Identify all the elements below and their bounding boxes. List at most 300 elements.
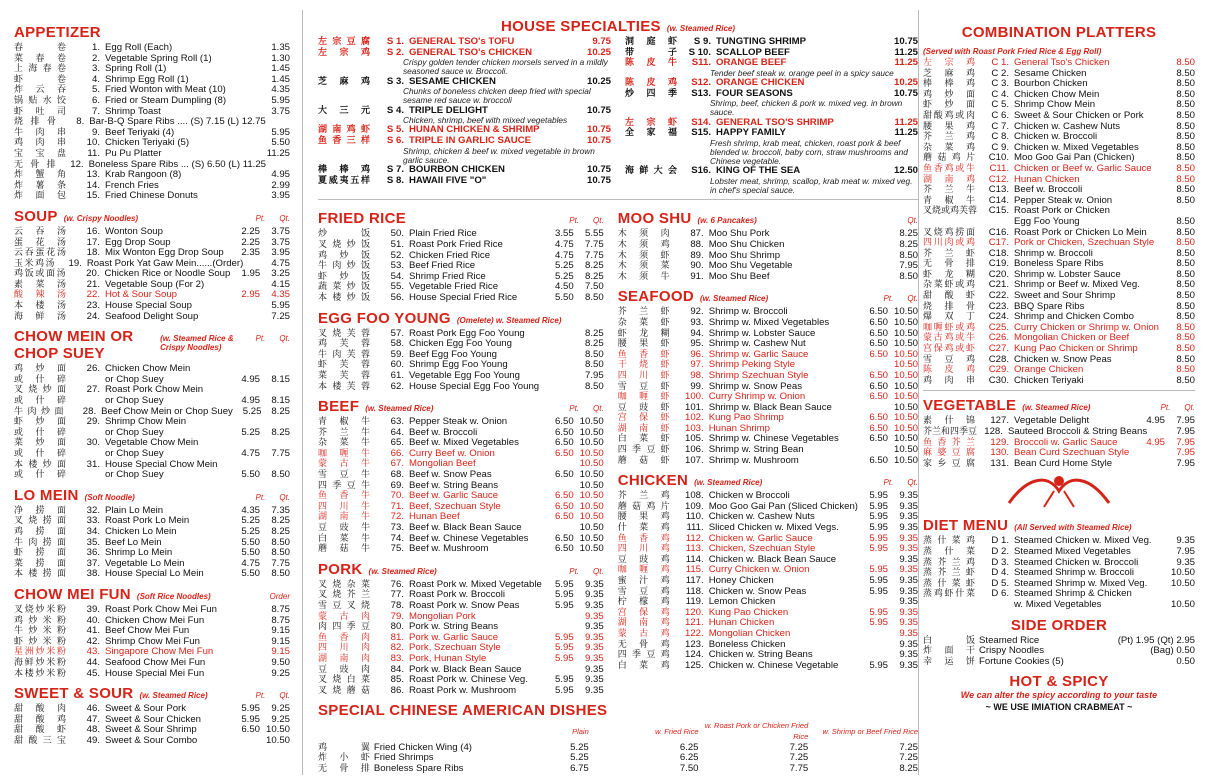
chinese-name: 雪豆虾 xyxy=(617,381,670,392)
menu-item xyxy=(923,427,1195,438)
menu-item xyxy=(318,371,604,382)
item-price: 8.50 xyxy=(1176,247,1195,259)
item-description: Lobster meat, shrimp, scallop, krab meat w. mixed veg. in chef's special sauce. xyxy=(710,175,913,196)
chinese-name: 木须虾 xyxy=(617,250,670,261)
item-number: 58. xyxy=(390,338,404,350)
chinese-name: 甜酸肉 xyxy=(14,704,66,715)
item-name: Egg Roll (Each) xyxy=(105,42,173,53)
menu-item xyxy=(618,576,918,587)
price-column-headers xyxy=(884,478,918,487)
column-middle xyxy=(318,18,918,774)
item-name: or Chop Suey xyxy=(105,426,164,438)
chinese-name: 叉烧白菜 xyxy=(318,675,370,686)
quart-price: 10.50 xyxy=(893,306,918,318)
item-number: 122. xyxy=(685,627,704,639)
chinese-name: 肉四季豆 xyxy=(318,622,370,633)
chinese-name: 鱼香牛 xyxy=(318,491,370,502)
item-number: S16. xyxy=(691,165,711,177)
item-number: 91. xyxy=(690,270,704,282)
item-name: Sweet & Sour Pork xyxy=(105,703,187,715)
quart-price: 9.35 xyxy=(585,589,604,601)
chinese-name: 棒棒鸡 xyxy=(318,164,370,175)
quart-price: 9.35 xyxy=(899,617,918,629)
section-note: (w. Crispy Noodles) xyxy=(63,213,139,223)
column-left xyxy=(14,18,290,746)
chinese-name: 素菜汤 xyxy=(14,279,66,290)
price-header: w. Shrimp or Beef Fried Rice xyxy=(822,726,918,736)
item-name: BBQ Spare Ribs xyxy=(1014,300,1085,312)
item-name: Seafood Chow Mei Fun xyxy=(105,656,206,668)
item-description: Shrimp, beef, chicken & pork w. mixed veg. in brown sauce. xyxy=(710,98,903,118)
quart-price: 8.25 xyxy=(271,426,290,438)
chinese-name: 炸蟹角 xyxy=(14,170,66,181)
menu-item xyxy=(923,58,1195,69)
item-name: Mongolian Beef xyxy=(409,458,476,470)
chinese-name: 芥兰和四季豆 xyxy=(923,427,978,437)
item-number: 42. xyxy=(86,635,100,647)
item-name: Pu Pu Platter xyxy=(105,147,162,159)
item-name: Shrimp w. Garlic Sauce xyxy=(708,348,809,360)
item-number: 26. xyxy=(86,363,100,375)
item-name: Kung Pao Chicken xyxy=(708,606,789,618)
item-description: Fresh shrimp, krab meat, chicken, roast pork & beef blended w. broccoli, baby corn, straw mushrooms and Chinese vegetable. xyxy=(710,137,908,167)
item-name: Chicken w. Broccoli xyxy=(1014,131,1098,143)
item-number: 13. xyxy=(86,169,100,181)
section-title: CHICKEN xyxy=(617,472,689,490)
quart-price: 10.50 xyxy=(579,511,604,523)
quart-price: 9.35 xyxy=(585,674,604,686)
pint-header: Pt. xyxy=(569,216,580,226)
menu-item xyxy=(14,191,290,202)
item-number: C 3. xyxy=(991,78,1009,90)
item-price: 0.50 xyxy=(1176,655,1195,667)
item-name: Vegetable Delight xyxy=(1014,415,1090,427)
quart-price: 8.25 xyxy=(271,405,290,417)
item-name: Roast Pork Fried Rice xyxy=(409,238,503,250)
item-number: 128. xyxy=(984,426,1003,437)
price-column-headers xyxy=(256,334,290,343)
quart-price: 7.25 xyxy=(271,310,290,322)
item-number: 60. xyxy=(390,359,404,371)
menu-item xyxy=(618,240,918,251)
section-title: DIET MENU xyxy=(923,517,1009,535)
item-number: C13. xyxy=(988,184,1009,196)
quart-price: 8.25 xyxy=(585,260,604,272)
item-name: French Fries xyxy=(105,179,159,191)
item-name: Boneless Spare Ribs xyxy=(1014,258,1104,270)
section-note: (Soft Rice Noodles) xyxy=(136,591,211,601)
chinese-name: 白菜牛 xyxy=(318,533,370,544)
quart-price: 8.15 xyxy=(271,395,290,407)
item-name: Hunan Beef xyxy=(409,511,460,523)
item-number: 5. xyxy=(91,84,100,96)
item-price: 10.25 xyxy=(586,46,611,58)
item-number: D 3. xyxy=(991,556,1009,568)
quart-price: 3.75 xyxy=(271,236,290,248)
chinese-name: 甜酸虾 xyxy=(14,725,66,736)
price-header: w. Roast Pork or Chicken Fried Rice xyxy=(704,721,809,741)
section-title: FRIED RICE xyxy=(318,210,407,228)
chinese-name: 虾龙糊 xyxy=(617,328,670,339)
pint-price: 6.50 xyxy=(869,338,888,350)
item-price: 8.50 xyxy=(585,348,604,360)
chinese-name: 虾炒面 xyxy=(14,417,66,428)
item-price: 11.25 xyxy=(266,147,290,159)
menu-item xyxy=(14,149,290,160)
chinese-name: 本楼汤 xyxy=(14,301,66,312)
item-number: 120. xyxy=(685,606,704,618)
item-price: 8.25 xyxy=(899,762,918,774)
chinese-name: 菜芙蓉 xyxy=(318,370,370,381)
chinese-name: 虾炒米粉 xyxy=(14,636,66,647)
chinese-name: 鸡肉串 xyxy=(14,138,66,149)
chinese-name: 杂菜鸡 xyxy=(923,142,975,153)
item-number: C15. xyxy=(988,205,1009,217)
item-number: 2. xyxy=(91,52,100,64)
item-name: Vegetable Chow Mein xyxy=(105,437,199,449)
item-name: Beef Teriyaki (4) xyxy=(105,126,175,138)
item-price: 12.50 xyxy=(893,165,918,177)
item-price: 7.95 xyxy=(585,369,604,381)
section-note: (w. Steamed Rice) xyxy=(368,566,437,576)
item-price: 8.50 xyxy=(1176,88,1195,100)
quart-price: 10.50 xyxy=(579,490,604,502)
pork-section xyxy=(318,561,604,697)
pint-price: 5.95 xyxy=(555,652,574,664)
chinese-name: 虾炒饭 xyxy=(318,271,370,282)
quart-price: 9.35 xyxy=(899,627,918,639)
chinese-name: 菜炒面 xyxy=(14,438,66,449)
item-price: 8.50 xyxy=(1176,173,1195,185)
item-number: C 7. xyxy=(991,120,1009,132)
item-name: Chicken Lo Mein xyxy=(105,525,177,537)
chinese-name: 四川牛 xyxy=(318,501,370,512)
item-name: General Tso's Chicken xyxy=(1014,57,1110,68)
chinese-name: 或什碎 xyxy=(14,470,66,481)
item-number: C29. xyxy=(988,364,1009,376)
item-price: 8.50 xyxy=(1176,343,1195,355)
section-header xyxy=(318,398,604,415)
chinese-name: 海鲜大会 xyxy=(625,166,677,177)
pint-price: 1.95 xyxy=(241,268,261,280)
item-number: 40. xyxy=(86,614,100,626)
item-number: 80. xyxy=(390,621,404,633)
menu-item xyxy=(14,227,290,238)
item-number: 75. xyxy=(390,543,404,555)
pint-price: 4.95 xyxy=(241,373,260,385)
chinese-name: 四川虾 xyxy=(617,370,670,381)
quart-price: 10.50 xyxy=(579,447,604,459)
item-number: C28. xyxy=(988,353,1009,365)
chinese-name: 陈皮牛 xyxy=(625,58,677,69)
quart-price: 9.35 xyxy=(899,606,918,618)
item-name: Hot & Sour Soup xyxy=(105,289,177,301)
chinese-name: 四川肉或鸡 xyxy=(923,238,975,249)
item-name: House Special Egg Foo Young xyxy=(409,380,540,392)
chinese-name: 烧排骨 xyxy=(923,301,975,312)
item-name: Chicken w. Garlic Sauce xyxy=(708,532,813,544)
price-header: w. Fried Rice xyxy=(655,726,699,736)
chinese-name: 炸面干 xyxy=(923,646,975,657)
item-number: C 1. xyxy=(991,57,1009,68)
chinese-name: 炸面包 xyxy=(14,191,66,202)
pint-price: 6.50 xyxy=(241,724,260,736)
item-name: Roast Pork Egg Foo Young xyxy=(409,327,525,339)
chinese-name: 干烧虾 xyxy=(617,360,670,371)
pint-price: 5.95 xyxy=(869,511,888,523)
item-description: Chicken, shrimp, beef with mixed vegetables xyxy=(403,115,568,126)
chinese-name: 豆豉鸡 xyxy=(617,554,670,565)
section-header xyxy=(318,310,604,327)
item-name: Mongolian Chicken or Beef xyxy=(1014,332,1130,344)
item-number: 44. xyxy=(86,656,100,668)
pint-price: 5.95 xyxy=(555,600,574,611)
item-number: S 4. xyxy=(386,104,404,116)
chinese-name: 雪豆叉烧 xyxy=(318,601,370,611)
quart-price: 5.95 xyxy=(271,300,290,312)
item-price: 7.25 xyxy=(899,752,918,764)
quart-price: 10.50 xyxy=(893,359,918,371)
item-name: GENERAL TSO's TOFU xyxy=(409,36,515,47)
chinese-name: 本楼炒米粉 xyxy=(14,668,66,679)
item-number: 107. xyxy=(685,454,704,466)
item-name: Egg Drop Soup xyxy=(105,236,171,248)
item-number: 110. xyxy=(685,511,704,523)
item-name: Hunan Shrimp xyxy=(708,422,771,434)
item-number: S 1. xyxy=(386,36,404,47)
item-name: Mongolian Pork xyxy=(409,610,476,622)
item-price: 10.75 xyxy=(893,87,918,99)
section-note: (w. Steamed Rice) xyxy=(1022,403,1091,413)
pint-price: 5.50 xyxy=(241,568,260,580)
item-price: 7.95 xyxy=(899,260,918,272)
item-name: Chicken w. Black Bean Sauce xyxy=(708,553,837,565)
pint-price: 5.50 xyxy=(241,536,260,548)
item-price: 8.50 xyxy=(1176,109,1195,121)
chinese-name: 春卷 xyxy=(14,43,66,53)
chinese-name: 青椒牛 xyxy=(318,417,370,428)
item-name: Fried Chicken Wing (4) xyxy=(373,741,472,753)
pint-price: 5.50 xyxy=(555,291,574,303)
item-number: 57. xyxy=(390,327,404,339)
quart-price: 8.25 xyxy=(271,525,290,537)
item-number: 15. xyxy=(86,190,100,202)
item-number: 23. xyxy=(86,300,100,312)
item-name: Shrimp w. Cashew Nut xyxy=(708,338,806,350)
chinese-name: 素什锦 xyxy=(923,416,975,427)
chinese-name: 炒饭 xyxy=(318,229,370,240)
quart-price: 7.75 xyxy=(271,448,290,459)
item-price: 8.50 xyxy=(1176,237,1195,249)
item-name: or Chop Suey xyxy=(105,395,164,407)
item-name: Wonton Soup xyxy=(105,225,163,237)
quart-price: 10.50 xyxy=(265,734,290,746)
chinese-name: 本楼炒面 xyxy=(14,459,66,470)
quart-price: 8.50 xyxy=(271,469,290,481)
pint-price: 4.95 xyxy=(1146,436,1165,448)
item-name: Curry Chicken w. Onion xyxy=(708,564,810,576)
item-number: 85. xyxy=(390,674,404,686)
item-price: 9.35 xyxy=(1176,556,1195,568)
item-number: C 9. xyxy=(991,141,1009,153)
item-number: 77. xyxy=(390,589,404,601)
chinese-name: 虾炒面 xyxy=(923,100,975,111)
item-price: 9.15 xyxy=(271,625,290,637)
quart-price: 7.95 xyxy=(1176,426,1196,437)
appetizer-section xyxy=(14,24,290,202)
chinese-name: 四川肉 xyxy=(318,643,370,654)
item-name: Shrimp Lo Mein xyxy=(105,547,173,559)
item-name: Shrimp Fried Rice xyxy=(409,270,486,282)
item-number: 59. xyxy=(390,348,404,360)
item-number: 8. xyxy=(76,116,85,128)
section-header xyxy=(318,702,918,719)
item-number: 33. xyxy=(86,515,100,527)
chinese-name: 大三元 xyxy=(318,105,370,116)
quart-header: Qt. xyxy=(279,334,290,344)
house-right-list xyxy=(625,37,918,195)
pint-price: 6.50 xyxy=(555,490,574,502)
house-note: (w. Steamed Rice) xyxy=(666,24,736,33)
chinese-name: 蒸什菜 xyxy=(923,546,975,557)
item-name: w. Mixed Vegetables xyxy=(1014,598,1102,610)
item-number: 12. xyxy=(70,158,84,170)
chinese-name: 云吞汤 xyxy=(14,226,66,237)
section-note: (w. Steamed Rice) xyxy=(699,294,769,304)
item-name: Boneless Spare Ribs xyxy=(373,762,464,774)
item-number: 69. xyxy=(390,479,404,491)
item-number: C30. xyxy=(988,374,1009,386)
item-number: 99. xyxy=(690,380,704,392)
chinese-name: 虾芙蓉 xyxy=(318,360,370,371)
item-number: 32. xyxy=(86,504,100,516)
item-name: Fried Wonton with Meat (10) xyxy=(105,84,226,96)
menu-item xyxy=(14,96,290,107)
item-price: 10.50 xyxy=(1170,567,1195,579)
item-number: 115. xyxy=(685,564,704,576)
chinese-name: 玉米鸡汤 xyxy=(14,258,55,269)
item-number: 90. xyxy=(690,260,704,272)
chinese-name: 鸡炒饭 xyxy=(318,250,370,261)
chinese-name: 湖南鸡 xyxy=(617,618,670,629)
item-name: Beef w. Black Bean Sauce xyxy=(409,522,522,534)
pint-price: 4.75 xyxy=(555,249,574,261)
special-item xyxy=(318,764,918,775)
pint-price: 6.50 xyxy=(555,532,574,544)
item-price: 11.25 xyxy=(894,57,918,69)
item-name: Kung Pao Chicken or Shrimp xyxy=(1014,343,1138,355)
pint-price: 5.95 xyxy=(555,674,574,686)
quart-price: 10.50 xyxy=(579,522,604,534)
item-name: Steamed Shrimp & Chicken xyxy=(1014,588,1132,600)
item-number: 112. xyxy=(685,532,704,544)
item-name: Beef Lo Mein xyxy=(105,536,162,548)
pint-price: 6.50 xyxy=(555,426,574,438)
chinese-name: 白菜虾 xyxy=(617,434,670,445)
house-special-item xyxy=(625,78,918,89)
menu-item xyxy=(14,658,290,669)
quart-price: 4.35 xyxy=(271,289,290,301)
chinese-name: 湖南肉 xyxy=(318,653,370,664)
quart-header: Qt. xyxy=(279,691,290,701)
item-number: 78. xyxy=(390,600,404,611)
item-name: Chicken or Beef w. Garlic Sauce xyxy=(1014,162,1152,174)
chinese-name: 芥兰虾 xyxy=(617,307,670,318)
chinese-name: 木须肉 xyxy=(617,229,670,240)
item-price: 9.25 xyxy=(271,667,290,679)
quart-price: 7.35 xyxy=(271,504,290,516)
item-name: Fried Shrimps xyxy=(373,752,434,764)
menu-item xyxy=(14,569,290,580)
item-number: 121. xyxy=(685,617,704,629)
menu-item xyxy=(923,217,1195,228)
pint-price: 6.50 xyxy=(555,511,574,523)
item-number: 113. xyxy=(685,543,704,555)
chinese-name: 什菜鸡 xyxy=(617,523,670,534)
item-price: 8.50 xyxy=(1176,57,1195,68)
menu-item xyxy=(318,544,604,555)
item-name: Roast Pork or Chicken Lo Mein xyxy=(1014,226,1147,238)
item-number: C 5. xyxy=(991,99,1009,111)
chinese-name: 叉烧杂菜 xyxy=(318,579,370,590)
item-price: 5.50 xyxy=(271,137,290,149)
menu-item xyxy=(618,629,918,640)
item-name: Sweet & Sour Chicken xyxy=(105,713,201,725)
footer-notes xyxy=(923,673,1195,712)
item-name: Bean Curd Szechuan Style xyxy=(1014,447,1130,459)
item-price: 7.25 xyxy=(789,752,809,764)
item-number: 66. xyxy=(390,447,404,459)
item-number: 39. xyxy=(86,603,100,615)
chinese-name: 湖南鸡 xyxy=(923,174,975,185)
pint-price: 6.50 xyxy=(869,391,888,403)
item-price: 10.25 xyxy=(893,76,918,88)
item-price: 5.25 xyxy=(570,741,589,753)
pint-price: 5.95 xyxy=(869,606,888,618)
chinese-name: 腰果鸡 xyxy=(923,121,975,132)
item-price: 8.25 xyxy=(899,238,918,250)
pint-price: 6.50 xyxy=(869,369,888,381)
item-number: 7. xyxy=(91,105,100,117)
chinese-name: 咖喱牛 xyxy=(318,448,370,459)
chinese-name: 豆豉牛 xyxy=(318,523,370,534)
item-price: 8.50 xyxy=(585,359,604,371)
moo-shu-section xyxy=(618,210,918,282)
menu-item xyxy=(14,43,290,54)
chinese-name: 甜酸三宝 xyxy=(14,735,66,746)
item-number: 53. xyxy=(390,260,404,272)
quart-price: 9.35 xyxy=(899,596,918,608)
section-note: (Omelete) w. Steamed Rice) xyxy=(456,315,562,325)
chinese-name: 蘑菇鸡片 xyxy=(923,153,975,164)
item-number: C21. xyxy=(988,279,1009,291)
item-number: D 1. xyxy=(991,535,1009,547)
chinese-name: 净捞面 xyxy=(14,505,66,516)
item-number: S 3. xyxy=(386,75,404,87)
item-number: 87. xyxy=(690,228,704,240)
chinese-name: 夏威夷五样 xyxy=(318,175,370,186)
chinese-name: 宝宝盘 xyxy=(14,148,66,159)
pint-price: 6.50 xyxy=(555,469,574,481)
dancer-illustration xyxy=(999,471,1119,511)
pint-price: 4.50 xyxy=(555,281,574,293)
pint-price: 4.35 xyxy=(241,504,260,516)
chow-mein-section xyxy=(14,328,290,481)
chinese-name: 四川鸡 xyxy=(617,544,670,555)
item-number: 95. xyxy=(690,338,704,350)
quart-price: 9.35 xyxy=(899,500,918,512)
quart-price: 10.50 xyxy=(579,543,604,555)
